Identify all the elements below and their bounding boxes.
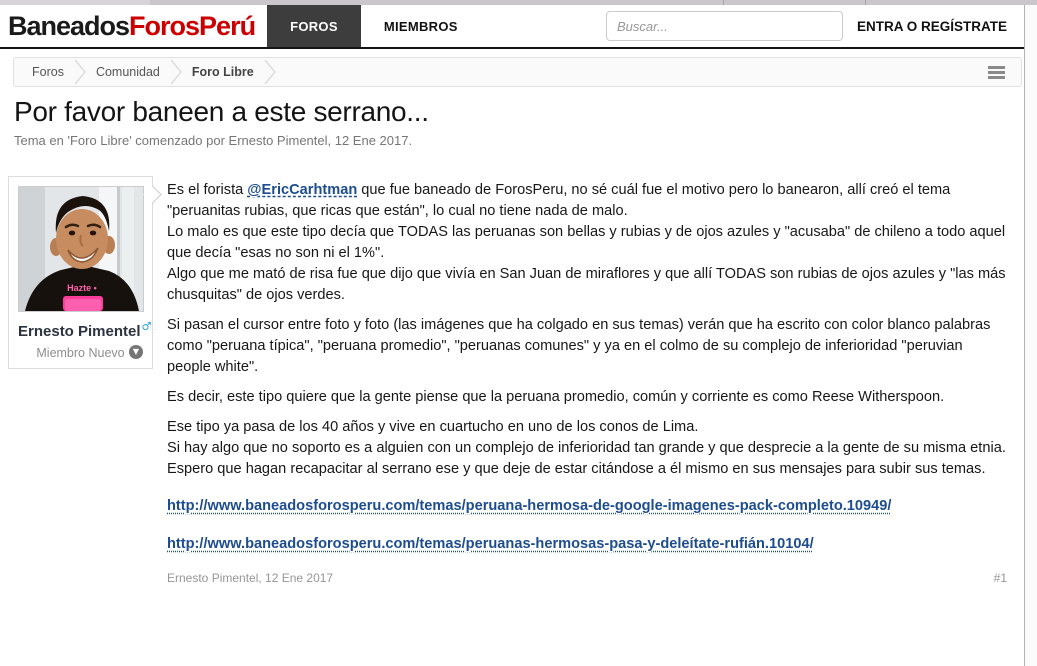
breadcrumb	[13, 57, 1022, 87]
speech-bubble-arrow	[143, 185, 161, 203]
body-text: Lo malo es que este tipo decía que TODAS las peruanas son bellas y rubias y de ojos azules y "acusaba" de chileno a todo aquel que decía "esas no son ni el 1%".	[167, 224, 1006, 261]
chevron-down-circle-icon[interactable]: ▼	[129, 345, 143, 359]
post	[8, 176, 1007, 589]
login-register-link[interactable]: ENTRA O REGÍSTRATE	[856, 18, 1007, 34]
logo-text-forosperu: ForosPerú	[129, 10, 256, 41]
thread-link-1[interactable]: http://www.baneadosforosperu.com/temas/peruana-hermosa-de-google-imagenes-pack-completo.10949/	[167, 498, 892, 514]
paragraph	[167, 496, 1007, 517]
breadcrumb-foro-libre[interactable]: Foro Libre	[191, 65, 254, 79]
chevron-right-icon	[262, 58, 278, 86]
tab-miembros[interactable]: MIEMBROS	[383, 18, 458, 34]
male-symbol-icon: ♂	[141, 320, 152, 333]
thread-link-2[interactable]: http://www.baneadosforosperu.com/temas/peruanas-hermosas-pasa-y-deleítate-rufián.10104/	[167, 536, 814, 552]
paragraph	[167, 387, 1007, 408]
author-rank: Miembro Nuevo	[36, 346, 125, 360]
post-byline[interactable]: Ernesto Pimentel, 12 Ene 2017	[167, 571, 334, 585]
body-text: Algo que me mató de risa fue que dijo que vivía en San Juan de miraflores y que allí TODAS son rubias de ojos azules y "las más chusquitas" de ojos verdes.	[167, 266, 1006, 303]
site-logo[interactable]	[8, 11, 255, 42]
strip-segment	[0, 0, 150, 5]
tab-foros[interactable]: FOROS	[267, 5, 361, 47]
site-header	[0, 5, 1037, 49]
author-rank-row	[18, 344, 143, 360]
paragraph	[167, 417, 1007, 480]
main-nav	[267, 5, 481, 47]
paragraph	[167, 534, 1007, 555]
chevron-right-icon	[72, 58, 88, 86]
author-card	[8, 176, 153, 369]
body-text: que fue baneado de ForosPeru, no sé cuál fue el motivo pero lo banearon, allí creó el tema "peruanitas rubias, que ricas que están", lo cual no tiene nada de malo.	[167, 182, 951, 219]
body-text: Si pasan el cursor entre foto y foto (las imágenes que ha colgado en sus temas) verán que ha escrito con color blanco palabras como "peruana típica", "peruana promedio", "peruanas comunes" y ya en el colmo de su complejo de inferioridad "peruvian people white".	[167, 317, 991, 375]
body-text: Ese tipo ya pasa de los 40 años y vive en cuartucho en uno de los conos de Lima.	[167, 419, 699, 435]
body-text: Si hay algo que no soporto es a alguien con un complejo de inferioridad tan grande y que desprecie a la gente de su misma etnia.	[167, 440, 1006, 456]
avatar-photo-illustration	[19, 187, 143, 311]
browser-edge-strip	[0, 0, 1037, 5]
breadcrumb-foros[interactable]: Foros	[32, 65, 64, 79]
breadcrumb-comunidad[interactable]: Comunidad	[95, 65, 160, 79]
post-footer	[167, 568, 1007, 589]
mention-link[interactable]: @EricCarhtman	[247, 182, 358, 198]
paragraph	[167, 180, 1007, 306]
strip-divider	[723, 0, 724, 5]
chevron-right-icon	[168, 58, 184, 86]
avatar[interactable]	[18, 186, 144, 312]
body-text: Es el forista	[167, 182, 248, 198]
thread-meta: Tema en 'Foro Libre' comenzado por Ernesto Pimentel, 12 Ene 2017.	[14, 133, 413, 148]
hamburger-menu-icon[interactable]	[988, 66, 1005, 79]
search-input[interactable]	[606, 11, 843, 41]
strip-divider	[865, 0, 866, 5]
post-number[interactable]: #1	[993, 571, 1007, 585]
post-body	[167, 176, 1007, 589]
author-username[interactable]: Ernesto Pimentel♂	[18, 320, 152, 340]
body-text: Espero que hagan recapacitar al serrano ese y que deje de estar citándose a él mismo en sus mensajes para subir sus temas.	[167, 461, 986, 477]
logo-text-baneados: Baneados	[8, 10, 130, 41]
paragraph	[167, 315, 1007, 378]
page-title: Por favor baneen a este serrano...	[14, 96, 429, 127]
body-text: Es decir, este tipo quiere que la gente piense que la peruana promedio, común y corriente es como Reese Witherspoon.	[167, 389, 945, 405]
scrollbar-track[interactable]	[1024, 5, 1037, 666]
svg-text:Hazte •: Hazte •	[67, 283, 97, 293]
